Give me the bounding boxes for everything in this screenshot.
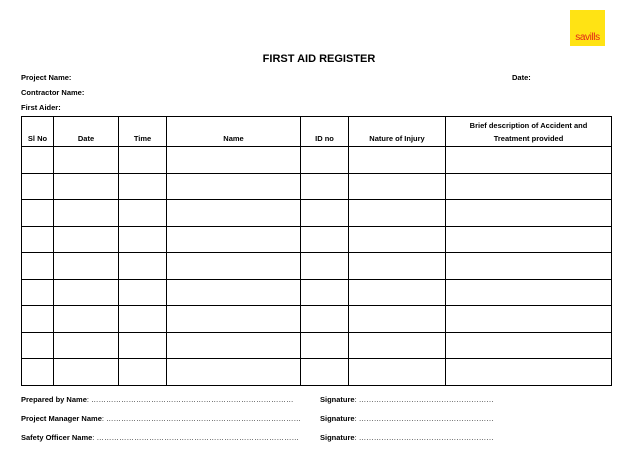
table-cell[interactable] (301, 226, 349, 253)
table-cell[interactable] (349, 226, 446, 253)
table-cell[interactable] (301, 279, 349, 306)
signature-label-1: Signature (320, 395, 355, 404)
savills-logo (570, 10, 605, 46)
table-cell[interactable] (301, 173, 349, 200)
table-cell[interactable] (349, 279, 446, 306)
table-cell[interactable] (446, 332, 612, 359)
table-cell[interactable] (446, 306, 612, 333)
table-cell[interactable] (167, 332, 301, 359)
table-cell[interactable] (446, 253, 612, 280)
table-header-row (22, 117, 612, 147)
table-cell[interactable] (22, 226, 54, 253)
table-cell[interactable] (22, 332, 54, 359)
table-cell[interactable] (54, 279, 119, 306)
safety-officer-line (21, 433, 299, 442)
table-cell[interactable] (301, 200, 349, 227)
date-label: Date: (512, 73, 531, 82)
header-time: Time (119, 117, 167, 147)
project-manager-line (21, 414, 301, 423)
table-cell[interactable] (446, 200, 612, 227)
prepared-by-label: Prepared by Name (21, 395, 87, 404)
safety-officer-label: Safety Officer Name (21, 433, 93, 442)
logo-text: savills (575, 32, 600, 43)
table-cell[interactable] (349, 200, 446, 227)
table-cell[interactable] (119, 200, 167, 227)
table-cell[interactable] (22, 306, 54, 333)
table-cell[interactable] (446, 226, 612, 253)
table-cell[interactable] (301, 306, 349, 333)
table-cell[interactable] (349, 173, 446, 200)
table-cell[interactable] (54, 226, 119, 253)
table-cell[interactable] (119, 279, 167, 306)
header-description-line1: Brief description of Accident and (469, 120, 588, 130)
table-cell[interactable] (446, 173, 612, 200)
table-cell[interactable] (22, 173, 54, 200)
table-cell[interactable] (54, 147, 119, 174)
prepared-by-line (21, 395, 294, 404)
table-cell[interactable] (301, 359, 349, 386)
signature-line-3 (320, 433, 494, 442)
header-sl-no: Sl No (22, 117, 54, 147)
table-cell[interactable] (167, 147, 301, 174)
table-row (22, 173, 612, 200)
table-body (22, 147, 612, 386)
table-cell[interactable] (349, 253, 446, 280)
table-cell[interactable] (54, 253, 119, 280)
table-cell[interactable] (167, 253, 301, 280)
table-cell[interactable] (22, 359, 54, 386)
table-cell[interactable] (167, 226, 301, 253)
table-cell[interactable] (119, 306, 167, 333)
table-cell[interactable] (54, 200, 119, 227)
header-date: Date (54, 117, 119, 147)
table-cell[interactable] (349, 359, 446, 386)
table-cell[interactable] (167, 359, 301, 386)
table-cell[interactable] (22, 253, 54, 280)
first-aider-label: First Aider: (21, 103, 61, 112)
table-cell[interactable] (446, 279, 612, 306)
table-cell[interactable] (167, 306, 301, 333)
contractor-name-label: Contractor Name: (21, 88, 85, 97)
signature-label-2: Signature (320, 414, 355, 423)
signature-dots-1: : ……………………………………………… (354, 395, 494, 404)
project-manager-label: Project Manager Name (21, 414, 102, 423)
table-row (22, 147, 612, 174)
table-row (22, 253, 612, 280)
table-cell[interactable] (119, 147, 167, 174)
first-aid-register-table (21, 116, 612, 386)
table-cell[interactable] (167, 279, 301, 306)
signature-line-2 (320, 414, 494, 423)
header-nature-of-injury: Nature of Injury (349, 117, 446, 147)
table-cell[interactable] (22, 279, 54, 306)
table-cell[interactable] (167, 173, 301, 200)
project-manager-dots: : …………………………………………………………………… (101, 414, 302, 423)
table-cell[interactable] (54, 332, 119, 359)
signature-label-3: Signature (320, 433, 355, 442)
table-cell[interactable] (119, 253, 167, 280)
table-cell[interactable] (119, 226, 167, 253)
table-row (22, 359, 612, 386)
header-description (446, 117, 612, 147)
table-cell[interactable] (22, 200, 54, 227)
table-cell[interactable] (54, 306, 119, 333)
table-cell[interactable] (301, 332, 349, 359)
table-row (22, 200, 612, 227)
table-cell[interactable] (349, 147, 446, 174)
table-cell[interactable] (22, 147, 54, 174)
page-title: FIRST AID REGISTER (262, 53, 376, 65)
table-cell[interactable] (301, 147, 349, 174)
table-cell[interactable] (119, 332, 167, 359)
table-cell[interactable] (349, 306, 446, 333)
header-id-no: ID no (301, 117, 349, 147)
table-cell[interactable] (349, 332, 446, 359)
table-cell[interactable] (54, 173, 119, 200)
signature-dots-2: : ……………………………………………… (354, 414, 494, 423)
signature-line-1 (320, 395, 494, 404)
table-row (22, 226, 612, 253)
project-name-label: Project Name: (21, 73, 72, 82)
table-cell[interactable] (446, 359, 612, 386)
table-row (22, 332, 612, 359)
table-cell[interactable] (446, 147, 612, 174)
table-cell[interactable] (119, 173, 167, 200)
table-row (22, 279, 612, 306)
header-description-line2: Treatment provided (493, 133, 564, 143)
table-cell[interactable] (54, 359, 119, 386)
prepared-by-dots: : ……………………………………………………………………… (86, 395, 294, 404)
safety-officer-dots: : ……………………………………………………………………… (92, 433, 299, 442)
table-cell[interactable] (301, 253, 349, 280)
table-cell[interactable] (167, 200, 301, 227)
table-cell[interactable] (119, 359, 167, 386)
table-row (22, 306, 612, 333)
signature-dots-3: : ……………………………………………… (354, 433, 494, 442)
header-name: Name (167, 117, 301, 147)
